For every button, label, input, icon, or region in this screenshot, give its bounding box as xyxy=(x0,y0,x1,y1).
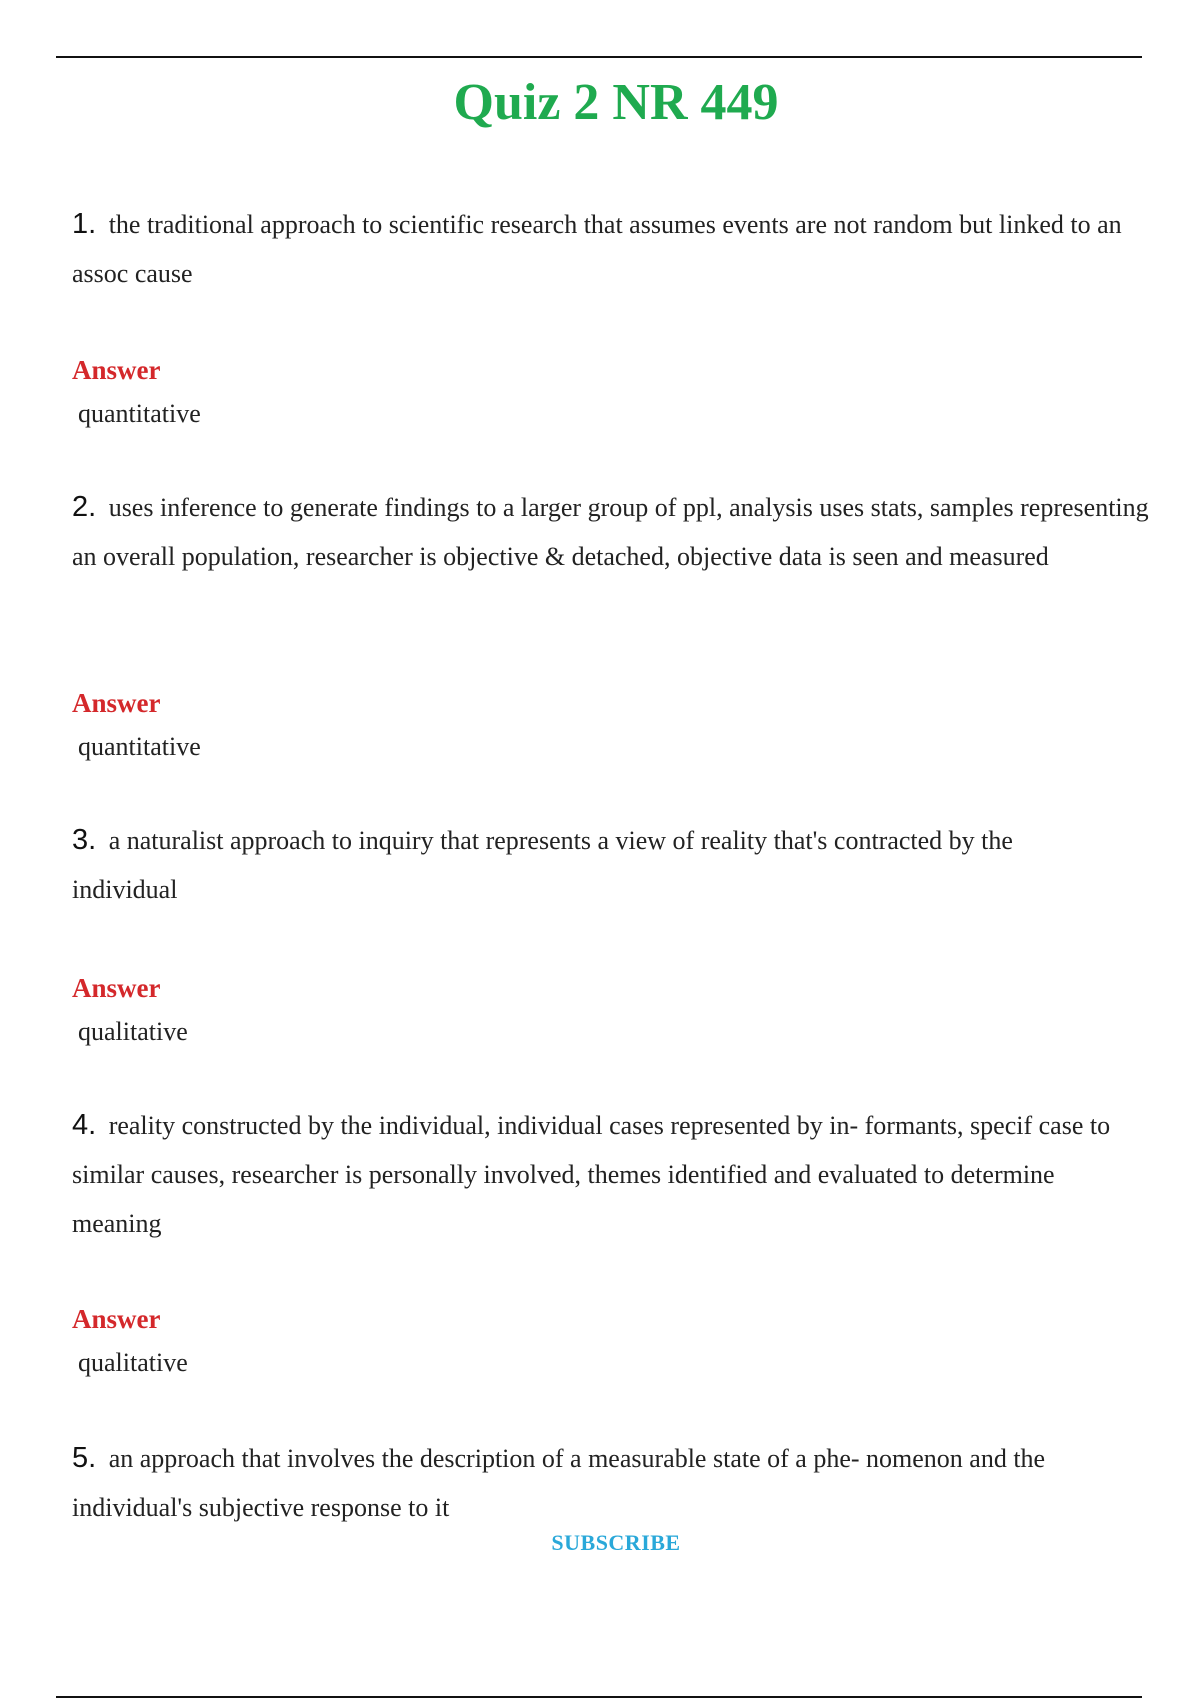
answer-item xyxy=(72,683,1158,767)
question-text-block xyxy=(72,483,1158,581)
top-divider xyxy=(56,56,1142,58)
question-text: reality constructed by the individual, individual cases represented by in- formants, specif case to similar causes, researcher is personally involved, themes identified and evaluated to determine meaning xyxy=(72,1111,1111,1238)
question-text-block xyxy=(72,1101,1112,1248)
question-number: 4. xyxy=(72,1109,97,1141)
question-item xyxy=(72,1101,1158,1248)
question-item xyxy=(72,483,1158,581)
question-item xyxy=(72,816,1158,914)
question-item xyxy=(72,1434,1158,1532)
answer-text: quantitative xyxy=(78,732,201,761)
question-text-block xyxy=(72,816,1072,914)
answer-label: Answer xyxy=(72,355,161,385)
question-number: 1. xyxy=(72,208,97,240)
answer-item xyxy=(72,350,1158,434)
page-title: Quiz 2 NR 449 xyxy=(453,74,779,131)
question-number: 5. xyxy=(72,1442,97,1474)
answer-label: Answer xyxy=(72,1304,161,1334)
question-number: 2. xyxy=(72,491,97,523)
question-item xyxy=(72,200,1158,298)
question-text: the traditional approach to scientific research that assumes events are not random but linked to an assoc cause xyxy=(72,210,1122,288)
answer-text: qualitative xyxy=(78,1017,188,1046)
answer-text: qualitative xyxy=(78,1348,188,1377)
answer-item xyxy=(72,968,1158,1052)
question-text: an approach that involves the description of a measurable state of a phe- nomenon and the individual's subjective response to it xyxy=(72,1444,1046,1522)
question-number: 3. xyxy=(72,824,97,856)
answer-label: Answer xyxy=(72,688,161,718)
question-text-block xyxy=(72,200,1158,298)
answer-label: Answer xyxy=(72,973,161,1003)
bottom-divider xyxy=(56,1696,1142,1698)
question-text: uses inference to generate findings to a larger group of ppl, analysis uses stats, samples representing an overall population, researcher is objective & detached, objective data is seen and measured xyxy=(72,493,1149,571)
answer-item xyxy=(72,1299,1158,1383)
question-text: a naturalist approach to inquiry that represents a view of reality that's contracted by the individual xyxy=(72,826,1013,904)
subscribe-link[interactable]: SUBSCRIBE xyxy=(551,1530,681,1555)
answer-text: quantitative xyxy=(78,399,201,428)
question-text-block xyxy=(72,1434,1102,1532)
